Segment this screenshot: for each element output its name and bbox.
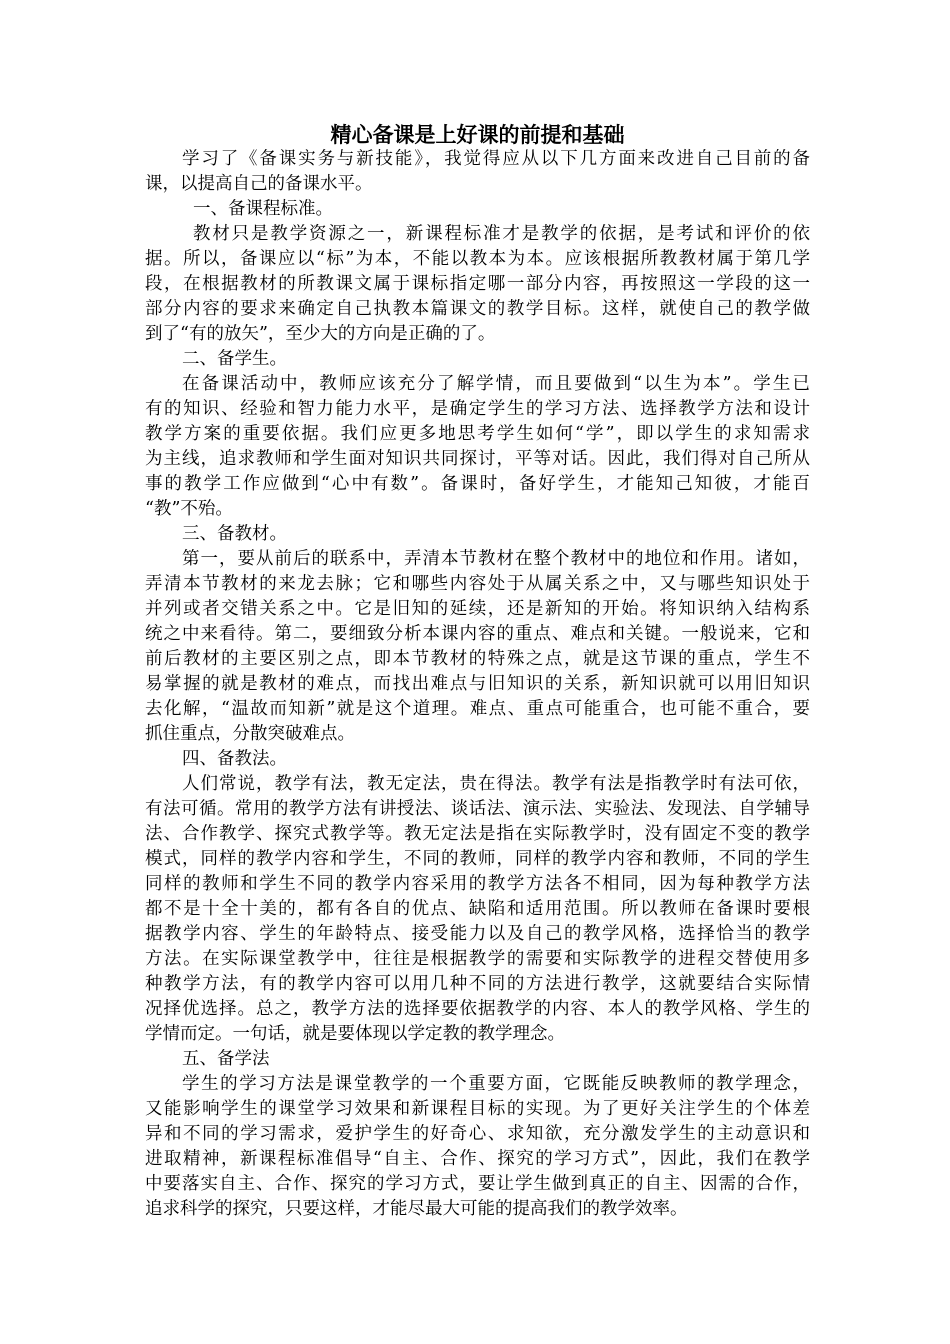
intro-paragraph: [145, 147, 810, 197]
text-line: 到了“有的放矢”，至少大的方向是正确的了。: [145, 324, 496, 344]
section-heading: 二、备学生。: [182, 349, 287, 369]
text-line: 第一，要从前后的联系中，弄清本节教材在整个教材中的地位和作用。诸如，: [182, 549, 810, 569]
section-curriculum-standard: [145, 197, 810, 347]
text-line: 为主线，追求教师和学生面对知识共同探讨，平等对话。因此，我们得对自己所从: [145, 449, 810, 469]
text-line: 进取精神，新课程标准倡导“自主、合作、探究的学习方式”，因此，我们在教学: [145, 1149, 810, 1169]
text-line: 都不是十全十美的，都有各自的优点、缺陷和适用范围。所以教师在备课时要根: [145, 899, 810, 919]
text-line: 法、合作教学、探究式教学等。教无定法是指在实际教学时，没有固定不变的教学: [145, 824, 810, 844]
text-line: 有的知识、经验和智力能力水平，是确定学生的学习方法、选择教学方法和设计: [145, 399, 810, 419]
text-line: 模式，同样的教学内容和学生，不同的教师，同样的教学内容和教师，不同的学生: [145, 849, 810, 869]
text-line: 教材只是教学资源之一，新课程标准才是教学的依据，是考试和评价的依: [193, 224, 810, 244]
text-line: 教学方案的重要依据。我们应更多地思考学生如何“学”，即以学生的求知需求: [145, 424, 810, 444]
text-line: 学习了《备课实务与新技能》，我觉得应从以下几方面来改进自己目前的备: [182, 149, 810, 169]
section-students: [145, 347, 810, 522]
text-line: 追求科学的探究，只要这样，才能尽最大可能的提高我们的教学效率。: [145, 1199, 688, 1219]
text-line: 在备课活动中，教师应该充分了解学情，而且要做到“以生为本”。学生已: [182, 374, 810, 394]
text-line: 异和不同的学习需求，爱护学生的好奇心、求知欲，充分激发学生的主动意识和: [145, 1124, 810, 1144]
section-teaching-methods: [145, 747, 810, 1047]
text-line: 况择优选择。总之，教学方法的选择要依据教学的内容、本人的教学风格、学生的: [145, 999, 810, 1019]
text-line: 部分内容的要求来确定自己执教本篇课文的教学目标。这样，就使自己的教学做: [145, 299, 810, 319]
text-line: 有法可循。常用的教学方法有讲授法、谈话法、演示法、实验法、发现法、自学辅导: [145, 799, 810, 819]
section-heading: 五、备学法: [182, 1049, 270, 1069]
text-line: 课，以提高自己的备课水平。: [145, 174, 373, 194]
section-heading: 一、备课程标准。: [193, 199, 333, 219]
document-body: [145, 122, 810, 1222]
text-line: 中要落实自主、合作、探究的学习方式，要让学生做到真正的自主、因需的合作，: [145, 1174, 810, 1194]
section-heading: 四、备教法。: [182, 749, 287, 769]
document-title: 精心备课是上好课的前提和基础: [330, 122, 625, 147]
text-line: 学情而定。一句话，就是要体现以学定教的教学理念。: [145, 1024, 565, 1044]
text-line: 弄清本节教材的来龙去脉；它和哪些内容处于从属关系之中，又与哪些知识处于: [145, 574, 810, 594]
text-line: 抓住重点，分散突破难点。: [145, 724, 355, 744]
text-line: 前后教材的主要区别之点，即本节教材的特殊之点，就是这节课的重点，学生不: [145, 649, 810, 669]
text-line: 去化解，“温故而知新”就是这个道理。难点、重点可能重合，也可能不重合，要: [145, 699, 810, 719]
text-line: 同样的教师和学生不同的教学内容采用的教学方法各不相同，因为每种教学方法: [145, 874, 810, 894]
text-line: 据教学内容、学生的年龄特点、接受能力以及自己的教学风格，选择恰当的教学: [145, 924, 810, 944]
section-heading: 三、备教材。: [182, 524, 287, 544]
text-line: 段，在根据教材的所教课文属于课标指定哪一部分内容，再按照这一学段的这一: [145, 274, 810, 294]
text-line: 学生的学习方法是课堂教学的一个重要方面，它既能反映教师的教学理念，: [182, 1074, 810, 1094]
text-line: 据。所以，备课应以“标”为本，不能以教本为本。应该根据所教教材属于第几学: [145, 249, 810, 269]
text-line: 事的教学工作应做到“心中有数”。备课时，备好学生，才能知己知彼，才能百: [145, 474, 810, 494]
text-line: 统之中来看待。第二，要细致分析本课内容的重点、难点和关键。一般说来，它和: [145, 624, 810, 644]
text-line: 人们常说，教学有法，教无定法，贵在得法。教学有法是指教学时有法可依，: [182, 774, 810, 794]
text-line: 易掌握的就是教材的难点，而找出难点与旧知识的关系，新知识就可以用旧知识: [145, 674, 810, 694]
text-line: 方法。在实际课堂教学中，往往是根据教学的需要和实际教学的进程交替使用多: [145, 949, 810, 969]
text-line: 种教学方法，有的教学内容可以用几种不同的方法进行教学，这就要结合实际情: [145, 974, 810, 994]
section-learning-methods: [145, 1047, 810, 1222]
text-line: 并列或者交错关系之中。它是旧知的延续，还是新知的开始。将知识纳入结构系: [145, 599, 810, 619]
text-line: 又能影响学生的课堂学习效果和新课程目标的实现。为了更好关注学生的个体差: [145, 1099, 810, 1119]
section-textbook: [145, 522, 810, 747]
text-line: “教”不殆。: [145, 499, 233, 519]
